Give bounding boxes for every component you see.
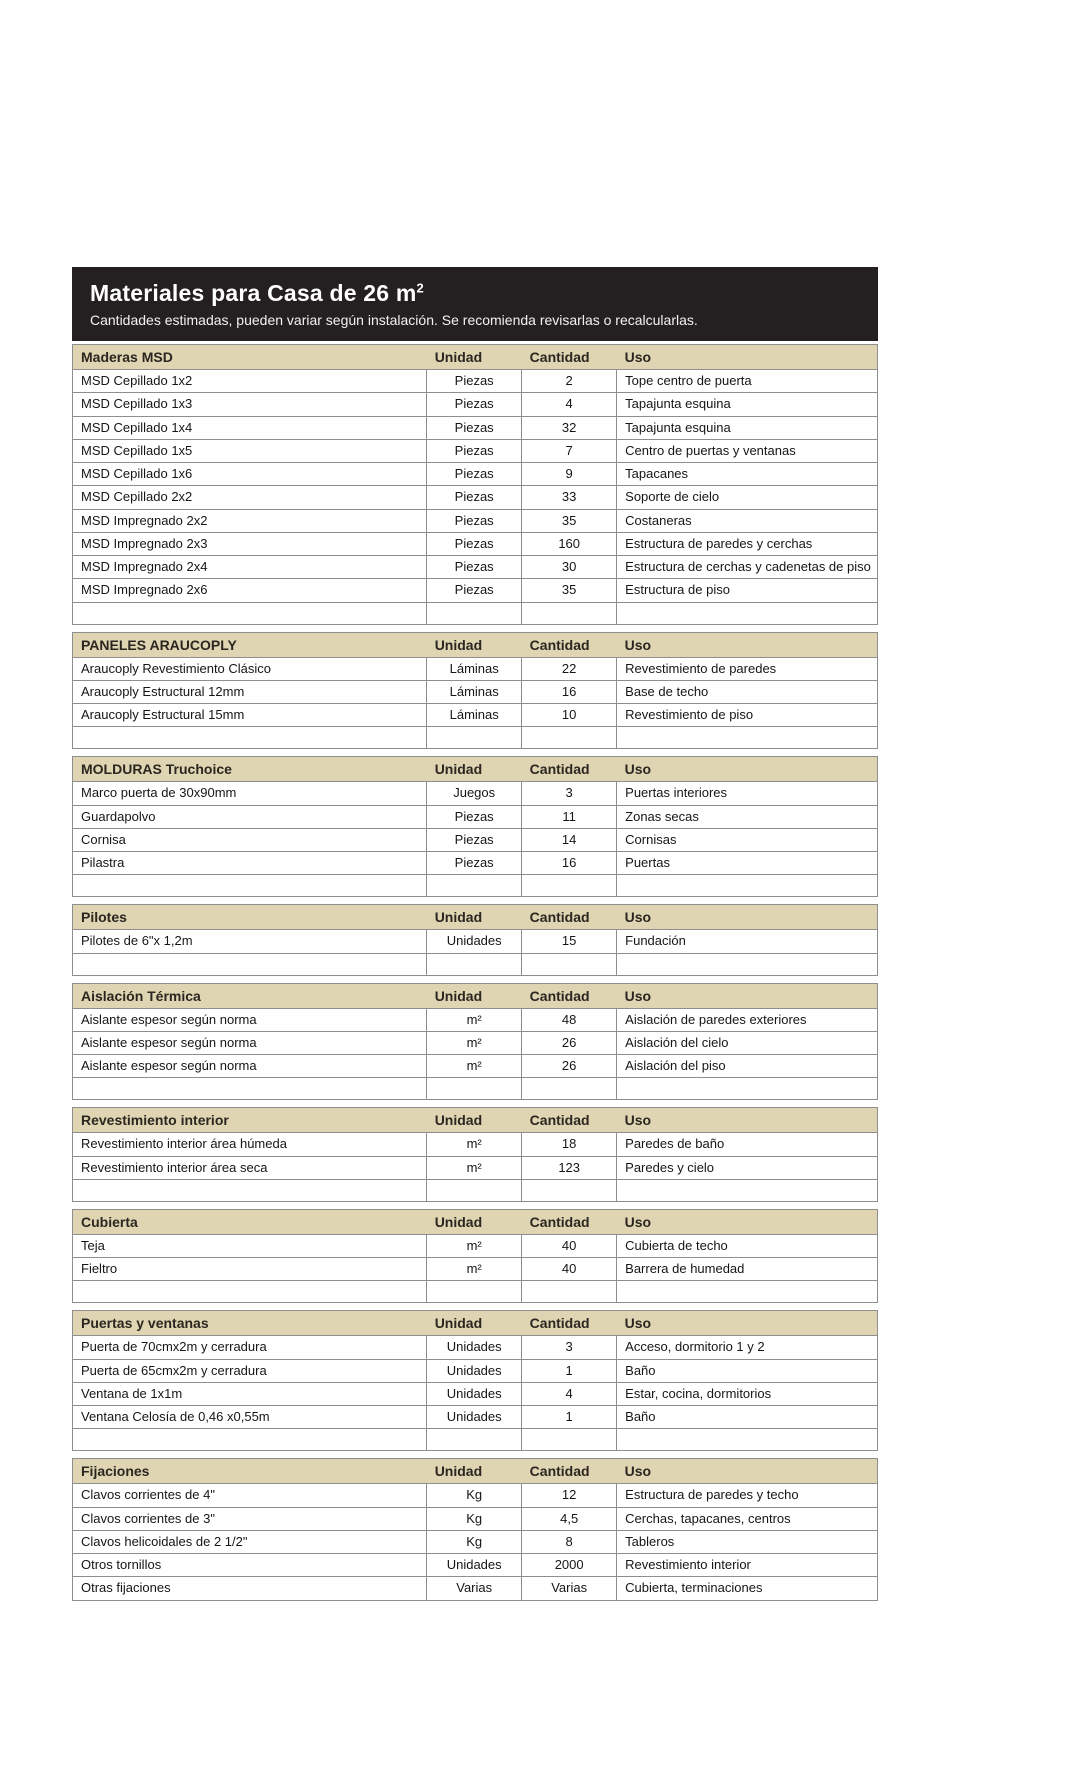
- material-cell: Araucoply Estructural 12mm: [73, 680, 427, 703]
- column-header-uso: Uso: [617, 757, 878, 782]
- uso-cell: Zonas secas: [617, 805, 878, 828]
- unidad-cell: m²: [427, 1156, 522, 1179]
- table-row: [73, 556, 878, 579]
- cantidad-cell: 9: [522, 463, 617, 486]
- uso-cell: Estructura de paredes y cerchas: [617, 532, 878, 555]
- table-row: [73, 486, 878, 509]
- material-cell: Araucoply Estructural 15mm: [73, 704, 427, 727]
- materials-sheet: [72, 267, 878, 1608]
- uso-cell: Revestimiento de piso: [617, 704, 878, 727]
- cantidad-cell: 48: [522, 1008, 617, 1031]
- section-title: Maderas MSD: [73, 345, 427, 370]
- table-row: [73, 1406, 878, 1429]
- column-header-cantidad: Cantidad: [522, 632, 617, 657]
- section-header-row: [73, 1108, 878, 1133]
- column-header-unidad: Unidad: [427, 345, 522, 370]
- table-row: [73, 782, 878, 805]
- cantidad-cell: 10: [522, 704, 617, 727]
- cantidad-cell: 33: [522, 486, 617, 509]
- material-cell: Aislante espesor según norma: [73, 1008, 427, 1031]
- cantidad-cell: 7: [522, 439, 617, 462]
- material-cell: Revestimiento interior área seca: [73, 1156, 427, 1179]
- blank-cell: [73, 727, 427, 749]
- table-row: [73, 463, 878, 486]
- cantidad-cell: 4,5: [522, 1507, 617, 1530]
- column-header-unidad: Unidad: [427, 757, 522, 782]
- cantidad-cell: 3: [522, 1336, 617, 1359]
- section-title: Puertas y ventanas: [73, 1311, 427, 1336]
- table-row: [73, 1258, 878, 1281]
- cantidad-cell: 4: [522, 393, 617, 416]
- column-header-cantidad: Cantidad: [522, 905, 617, 930]
- column-header-uso: Uso: [617, 1311, 878, 1336]
- uso-cell: Tapacanes: [617, 463, 878, 486]
- column-header-uso: Uso: [617, 632, 878, 657]
- blank-cell: [427, 875, 522, 897]
- column-header-unidad: Unidad: [427, 1311, 522, 1336]
- cantidad-cell: 26: [522, 1031, 617, 1054]
- uso-cell: Costaneras: [617, 509, 878, 532]
- table-row: [73, 930, 878, 953]
- uso-cell: Baño: [617, 1406, 878, 1429]
- table-row: [73, 1336, 878, 1359]
- section-table-fijaciones: [72, 1458, 878, 1600]
- column-header-cantidad: Cantidad: [522, 757, 617, 782]
- section-header-row: [73, 905, 878, 930]
- table-row: [73, 509, 878, 532]
- uso-cell: Cerchas, tapacanes, centros: [617, 1507, 878, 1530]
- material-cell: Ventana de 1x1m: [73, 1382, 427, 1405]
- blank-cell: [73, 1429, 427, 1451]
- cantidad-cell: 22: [522, 657, 617, 680]
- unidad-cell: Piezas: [427, 486, 522, 509]
- unidad-cell: Piezas: [427, 852, 522, 875]
- section-title: Aislación Térmica: [73, 983, 427, 1008]
- unidad-cell: Piezas: [427, 532, 522, 555]
- table-row: [73, 1554, 878, 1577]
- material-cell: MSD Impregnado 2x3: [73, 532, 427, 555]
- unidad-cell: Láminas: [427, 704, 522, 727]
- uso-cell: Aislación del piso: [617, 1055, 878, 1078]
- unidad-cell: Piezas: [427, 463, 522, 486]
- table-row: [73, 393, 878, 416]
- uso-cell: Soporte de cielo: [617, 486, 878, 509]
- material-cell: MSD Cepillado 2x2: [73, 486, 427, 509]
- material-cell: Fieltro: [73, 1258, 427, 1281]
- material-cell: Aislante espesor según norma: [73, 1031, 427, 1054]
- uso-cell: Base de techo: [617, 680, 878, 703]
- material-cell: Clavos helicoidales de 2 1/2": [73, 1530, 427, 1553]
- column-header-unidad: Unidad: [427, 1459, 522, 1484]
- section-header-row: [73, 983, 878, 1008]
- cantidad-cell: 16: [522, 852, 617, 875]
- cantidad-cell: 18: [522, 1133, 617, 1156]
- column-header-cantidad: Cantidad: [522, 1108, 617, 1133]
- section-header-row: [73, 632, 878, 657]
- section-header-row: [73, 1459, 878, 1484]
- cantidad-cell: 16: [522, 680, 617, 703]
- section-title: Cubierta: [73, 1209, 427, 1234]
- page-title-text: Materiales para Casa de 26 m: [90, 280, 417, 306]
- blank-cell: [617, 953, 878, 975]
- table-row: [73, 1530, 878, 1553]
- section-table-molduras-truchoice: [72, 756, 878, 897]
- spacer-row: [73, 1429, 878, 1451]
- unidad-cell: Unidades: [427, 1382, 522, 1405]
- blank-cell: [617, 875, 878, 897]
- material-cell: Puerta de 70cmx2m y cerradura: [73, 1336, 427, 1359]
- table-row: [73, 1382, 878, 1405]
- section-title: Fijaciones: [73, 1459, 427, 1484]
- table-row: [73, 1507, 878, 1530]
- blank-cell: [617, 727, 878, 749]
- section-title: Pilotes: [73, 905, 427, 930]
- material-cell: Puerta de 65cmx2m y cerradura: [73, 1359, 427, 1382]
- blank-cell: [617, 1429, 878, 1451]
- cantidad-cell: 2: [522, 370, 617, 393]
- uso-cell: Estructura de piso: [617, 579, 878, 602]
- unidad-cell: Piezas: [427, 416, 522, 439]
- unidad-cell: Unidades: [427, 930, 522, 953]
- unidad-cell: Láminas: [427, 680, 522, 703]
- cantidad-cell: 32: [522, 416, 617, 439]
- blank-cell: [522, 1078, 617, 1100]
- cantidad-cell: 3: [522, 782, 617, 805]
- section-header-row: [73, 345, 878, 370]
- blank-cell: [427, 727, 522, 749]
- table-row: [73, 1359, 878, 1382]
- spacer-row: [73, 1281, 878, 1303]
- uso-cell: Aislación del cielo: [617, 1031, 878, 1054]
- unidad-cell: Unidades: [427, 1406, 522, 1429]
- cantidad-cell: 35: [522, 579, 617, 602]
- section-table-paneles-araucoply: [72, 632, 878, 750]
- table-row: [73, 1031, 878, 1054]
- uso-cell: Estar, cocina, dormitorios: [617, 1382, 878, 1405]
- table-row: [73, 1156, 878, 1179]
- table-row: [73, 657, 878, 680]
- cantidad-cell: 35: [522, 509, 617, 532]
- blank-cell: [73, 1179, 427, 1201]
- cantidad-cell: 1: [522, 1406, 617, 1429]
- table-row: [73, 1133, 878, 1156]
- cantidad-cell: 14: [522, 828, 617, 851]
- column-header-unidad: Unidad: [427, 983, 522, 1008]
- page-subtitle: Cantidades estimadas, pueden variar según instalación. Se recomienda revisarlas o recalcularlas.: [90, 312, 698, 328]
- cantidad-cell: 26: [522, 1055, 617, 1078]
- table-row: [73, 1484, 878, 1507]
- blank-cell: [522, 602, 617, 624]
- document-header: [72, 267, 878, 341]
- material-cell: Teja: [73, 1234, 427, 1257]
- column-header-cantidad: Cantidad: [522, 1209, 617, 1234]
- cantidad-cell: 4: [522, 1382, 617, 1405]
- section-table-maderas-msd: [72, 344, 878, 625]
- unidad-cell: Piezas: [427, 509, 522, 532]
- material-cell: Revestimiento interior área húmeda: [73, 1133, 427, 1156]
- table-row: [73, 1055, 878, 1078]
- section-table-cubierta: [72, 1209, 878, 1304]
- unidad-cell: Varias: [427, 1577, 522, 1600]
- cantidad-cell: Varias: [522, 1577, 617, 1600]
- blank-cell: [522, 875, 617, 897]
- material-cell: MSD Impregnado 2x2: [73, 509, 427, 532]
- uso-cell: Revestimiento interior: [617, 1554, 878, 1577]
- unidad-cell: Piezas: [427, 579, 522, 602]
- uso-cell: Aislación de paredes exteriores: [617, 1008, 878, 1031]
- spacer-row: [73, 602, 878, 624]
- table-row: [73, 579, 878, 602]
- sections: [72, 344, 878, 1601]
- cantidad-cell: 40: [522, 1234, 617, 1257]
- unidad-cell: m²: [427, 1055, 522, 1078]
- section-title: PANELES ARAUCOPLY: [73, 632, 427, 657]
- uso-cell: Tapajunta esquina: [617, 416, 878, 439]
- material-cell: Pilastra: [73, 852, 427, 875]
- material-cell: Marco puerta de 30x90mm: [73, 782, 427, 805]
- cantidad-cell: 160: [522, 532, 617, 555]
- uso-cell: Revestimiento de paredes: [617, 657, 878, 680]
- section-title: Revestimiento interior: [73, 1108, 427, 1133]
- spacer-row: [73, 1179, 878, 1201]
- uso-cell: Cubierta de techo: [617, 1234, 878, 1257]
- column-header-cantidad: Cantidad: [522, 345, 617, 370]
- material-cell: Guardapolvo: [73, 805, 427, 828]
- cantidad-cell: 1: [522, 1359, 617, 1382]
- section-header-row: [73, 757, 878, 782]
- blank-cell: [617, 1078, 878, 1100]
- table-row: [73, 828, 878, 851]
- column-header-uso: Uso: [617, 345, 878, 370]
- uso-cell: Fundación: [617, 930, 878, 953]
- blank-cell: [617, 1281, 878, 1303]
- blank-cell: [617, 602, 878, 624]
- blank-cell: [427, 1179, 522, 1201]
- column-header-cantidad: Cantidad: [522, 1311, 617, 1336]
- unidad-cell: m²: [427, 1258, 522, 1281]
- uso-cell: Cornisas: [617, 828, 878, 851]
- unidad-cell: Kg: [427, 1530, 522, 1553]
- unidad-cell: m²: [427, 1234, 522, 1257]
- unidad-cell: Piezas: [427, 805, 522, 828]
- unidad-cell: Piezas: [427, 393, 522, 416]
- cantidad-cell: 30: [522, 556, 617, 579]
- blank-cell: [427, 1429, 522, 1451]
- section-title: MOLDURAS Truchoice: [73, 757, 427, 782]
- spacer-row: [73, 875, 878, 897]
- column-header-unidad: Unidad: [427, 1108, 522, 1133]
- unidad-cell: Piezas: [427, 370, 522, 393]
- section-header-row: [73, 1311, 878, 1336]
- unidad-cell: Kg: [427, 1507, 522, 1530]
- cantidad-cell: 11: [522, 805, 617, 828]
- unidad-cell: m²: [427, 1008, 522, 1031]
- table-row: [73, 805, 878, 828]
- material-cell: Ventana Celosía de 0,46 x0,55m: [73, 1406, 427, 1429]
- table-row: [73, 416, 878, 439]
- column-header-cantidad: Cantidad: [522, 1459, 617, 1484]
- blank-cell: [73, 875, 427, 897]
- material-cell: MSD Cepillado 1x6: [73, 463, 427, 486]
- column-header-uso: Uso: [617, 905, 878, 930]
- material-cell: MSD Cepillado 1x2: [73, 370, 427, 393]
- blank-cell: [522, 953, 617, 975]
- unidad-cell: Piezas: [427, 439, 522, 462]
- material-cell: MSD Cepillado 1x5: [73, 439, 427, 462]
- material-cell: Otras fijaciones: [73, 1577, 427, 1600]
- blank-cell: [522, 1281, 617, 1303]
- blank-cell: [522, 1429, 617, 1451]
- uso-cell: Tableros: [617, 1530, 878, 1553]
- material-cell: Clavos corrientes de 4": [73, 1484, 427, 1507]
- table-row: [73, 852, 878, 875]
- unidad-cell: Kg: [427, 1484, 522, 1507]
- table-row: [73, 680, 878, 703]
- uso-cell: Estructura de paredes y techo: [617, 1484, 878, 1507]
- blank-cell: [427, 953, 522, 975]
- uso-cell: Estructura de cerchas y cadenetas de piso: [617, 556, 878, 579]
- material-cell: Araucoply Revestimiento Clásico: [73, 657, 427, 680]
- blank-cell: [427, 602, 522, 624]
- table-row: [73, 439, 878, 462]
- blank-cell: [522, 1179, 617, 1201]
- uso-cell: Tapajunta esquina: [617, 393, 878, 416]
- table-row: [73, 370, 878, 393]
- cantidad-cell: 15: [522, 930, 617, 953]
- cantidad-cell: 12: [522, 1484, 617, 1507]
- section-header-row: [73, 1209, 878, 1234]
- blank-cell: [73, 953, 427, 975]
- uso-cell: Puertas: [617, 852, 878, 875]
- unidad-cell: Piezas: [427, 828, 522, 851]
- unidad-cell: m²: [427, 1133, 522, 1156]
- table-row: [73, 1577, 878, 1600]
- column-header-uso: Uso: [617, 1209, 878, 1234]
- table-row: [73, 1234, 878, 1257]
- page-title: [90, 280, 858, 307]
- section-table-revestimiento-interior: [72, 1107, 878, 1202]
- blank-cell: [522, 727, 617, 749]
- uso-cell: Paredes de baño: [617, 1133, 878, 1156]
- spacer-row: [73, 727, 878, 749]
- section-table-pilotes: [72, 904, 878, 975]
- material-cell: Aislante espesor según norma: [73, 1055, 427, 1078]
- material-cell: MSD Cepillado 1x4: [73, 416, 427, 439]
- unidad-cell: Juegos: [427, 782, 522, 805]
- section-table-puertas-y-ventanas: [72, 1310, 878, 1451]
- spacer-row: [73, 953, 878, 975]
- uso-cell: Baño: [617, 1359, 878, 1382]
- blank-cell: [73, 1078, 427, 1100]
- material-cell: Pilotes de 6"x 1,2m: [73, 930, 427, 953]
- unidad-cell: Unidades: [427, 1336, 522, 1359]
- cantidad-cell: 40: [522, 1258, 617, 1281]
- cantidad-cell: 8: [522, 1530, 617, 1553]
- material-cell: Clavos corrientes de 3": [73, 1507, 427, 1530]
- uso-cell: Cubierta, terminaciones: [617, 1577, 878, 1600]
- unidad-cell: Láminas: [427, 657, 522, 680]
- blank-cell: [427, 1281, 522, 1303]
- column-header-uso: Uso: [617, 983, 878, 1008]
- section-table-aislaci-n-t-rmica: [72, 983, 878, 1101]
- uso-cell: Puertas interiores: [617, 782, 878, 805]
- unidad-cell: Unidades: [427, 1359, 522, 1382]
- unidad-cell: Unidades: [427, 1554, 522, 1577]
- uso-cell: Tope centro de puerta: [617, 370, 878, 393]
- column-header-unidad: Unidad: [427, 632, 522, 657]
- table-row: [73, 1008, 878, 1031]
- uso-cell: Paredes y cielo: [617, 1156, 878, 1179]
- unidad-cell: m²: [427, 1031, 522, 1054]
- cantidad-cell: 2000: [522, 1554, 617, 1577]
- spacer-row: [73, 1078, 878, 1100]
- material-cell: Otros tornillos: [73, 1554, 427, 1577]
- uso-cell: Centro de puertas y ventanas: [617, 439, 878, 462]
- column-header-uso: Uso: [617, 1459, 878, 1484]
- material-cell: MSD Impregnado 2x6: [73, 579, 427, 602]
- blank-cell: [617, 1179, 878, 1201]
- blank-cell: [427, 1078, 522, 1100]
- blank-cell: [73, 1281, 427, 1303]
- page-title-superscript: 2: [416, 280, 424, 296]
- material-cell: Cornisa: [73, 828, 427, 851]
- unidad-cell: Piezas: [427, 556, 522, 579]
- column-header-unidad: Unidad: [427, 905, 522, 930]
- uso-cell: Barrera de humedad: [617, 1258, 878, 1281]
- blank-cell: [73, 602, 427, 624]
- cantidad-cell: 123: [522, 1156, 617, 1179]
- material-cell: MSD Cepillado 1x3: [73, 393, 427, 416]
- column-header-cantidad: Cantidad: [522, 983, 617, 1008]
- table-row: [73, 704, 878, 727]
- material-cell: MSD Impregnado 2x4: [73, 556, 427, 579]
- uso-cell: Acceso, dormitorio 1 y 2: [617, 1336, 878, 1359]
- table-row: [73, 532, 878, 555]
- column-header-unidad: Unidad: [427, 1209, 522, 1234]
- column-header-uso: Uso: [617, 1108, 878, 1133]
